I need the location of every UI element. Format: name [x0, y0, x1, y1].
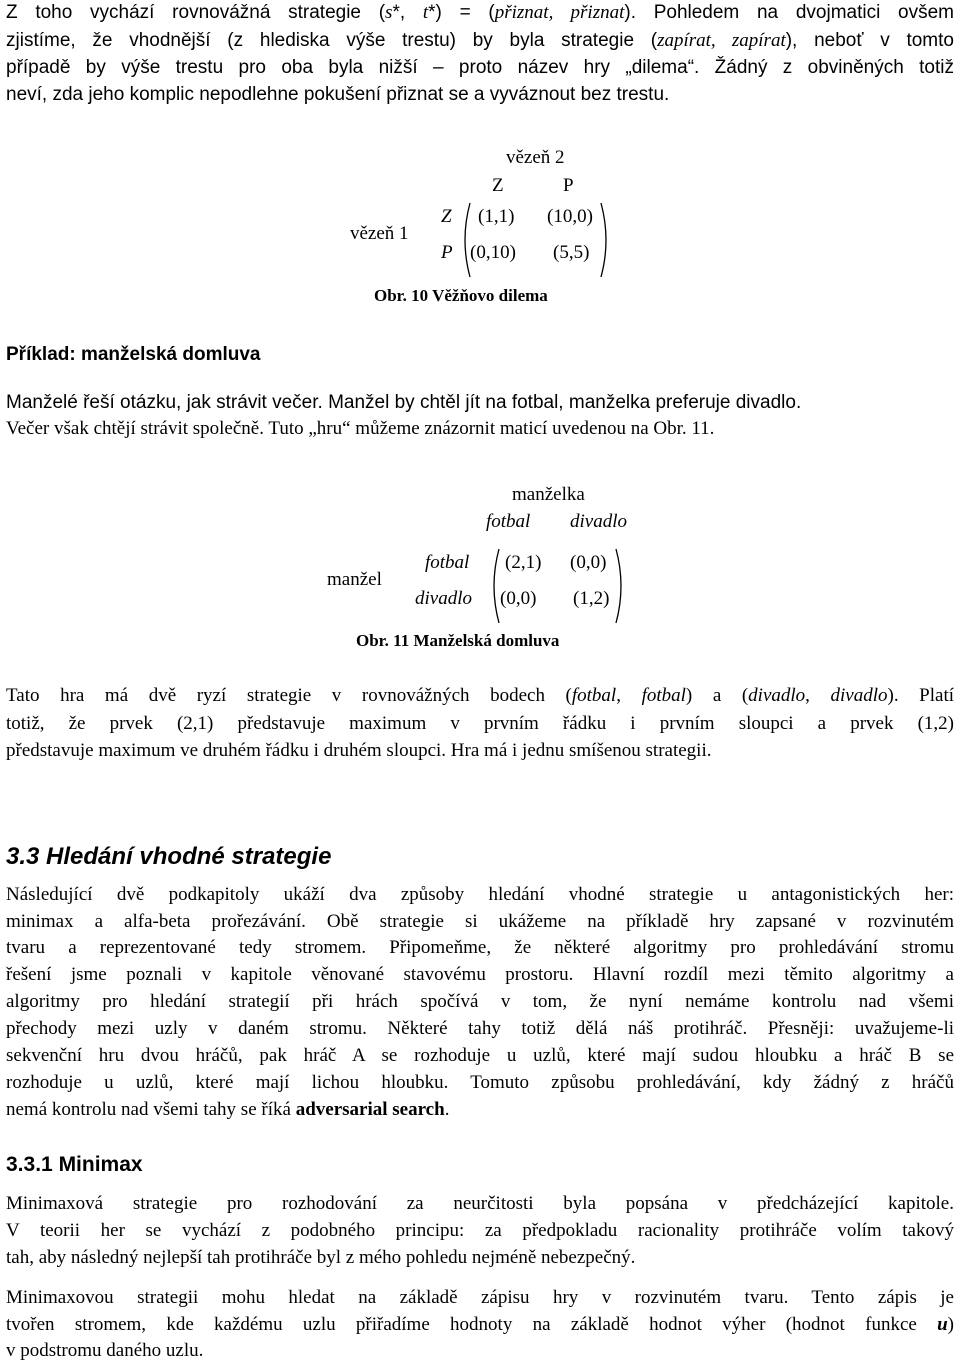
text-italic: divadlo [830, 685, 888, 706]
row-header-z: Z [441, 206, 452, 227]
text-bold: adversarial search [295, 1099, 445, 1120]
text: . [444, 1099, 450, 1120]
paragraph-6-line-2 [6, 1312, 954, 1338]
text: nemá kontrolu nad všemi tahy se říká [6, 1099, 296, 1120]
text: , [805, 685, 831, 706]
section-heading [6, 843, 331, 871]
row-player-label: manžel [327, 569, 382, 590]
text: Z toho vychází rovnovážná strategie ( [6, 2, 386, 23]
text-italic: fotbal [641, 685, 686, 706]
cell-1-2: (0,0) [570, 552, 607, 573]
paragraph-4-line-2: minimax a alfa-beta prořezávání. Obě strategie si ukážeme na příkladě hry zapsané v rozvinutém [6, 911, 954, 932]
paragraph-3-line-3: představuje maximum ve druhém řádku i druhém sloupci. Hra má i jednu smíšenou strategii. [6, 740, 712, 761]
paragraph-5-line-3: tah, aby následný nejlepší tah protihráče byl z mého pohledu nejméně nebezpečný. [6, 1247, 636, 1268]
col-header-fotbal: fotbal [486, 511, 531, 532]
col-player-label: vězeň 2 [506, 147, 565, 168]
text-italic: u [937, 1314, 948, 1335]
example-heading: Příklad: manželská domluva [6, 344, 261, 365]
text-italic: zapírat, zapírat [657, 30, 786, 51]
cell-2-2: (1,2) [573, 588, 610, 609]
subsection-title: Minimax [58, 1153, 143, 1176]
figure-caption: Obr. 11 Manželská domluva [356, 631, 560, 650]
text: Tato hra má dvě ryzí strategie v rovnovážných bodech ( [6, 685, 572, 706]
text: Manželé řeší otázku, jak strávit večer. Manžel by chtěl jít na fotbal, manželka preferuje divadlo. [6, 392, 802, 413]
text: zjistíme, že vhodnější (z hlediska výše trestu) by byla strategie ( [6, 30, 658, 51]
paragraph-5-line-1: Minimaxová strategie pro rozhodování za neurčitosti byla popsána v předcházející kapitole. [6, 1193, 954, 1214]
text-italic: s [385, 2, 393, 23]
right-bracket [614, 547, 628, 625]
paragraph-4-line-6: přechody mezi uzly v daném stromu. Některé tahy totiž dělá náš protihráč. Přesněji: uvažujeme-li [6, 1018, 954, 1039]
col-header-divadlo: divadlo [570, 511, 627, 532]
text: *, [392, 2, 423, 23]
paragraph-4-line-1: Následující dvě podkapitoly ukáží dva způsoby hledání vhodné strategie u antagonistických her: [6, 884, 954, 905]
section-title: Hledání vhodné strategie [46, 843, 332, 870]
right-bracket [599, 201, 613, 279]
paragraph-1-line-4: neví, zda jeho komplic nepodlehne pokušení přiznat se a vyváznout bez trestu. [6, 84, 670, 105]
subsection-heading [6, 1153, 143, 1177]
text: ) a ( [685, 685, 749, 706]
text-italic: divadlo [748, 685, 806, 706]
paragraph-1-line-2 [6, 28, 954, 54]
row-header-divadlo: divadlo [415, 588, 472, 609]
text-italic: t [422, 2, 429, 23]
col-header-p: P [563, 175, 574, 196]
left-bracket [458, 201, 472, 279]
col-header-z: Z [492, 175, 504, 196]
text: ). Pohledem na dvojmatici ovšem [624, 2, 954, 23]
row-player-label: vězeň 1 [350, 223, 409, 244]
section-number: 3.3 [6, 843, 40, 870]
paragraph-2-line-1 [6, 390, 801, 416]
row-header-fotbal: fotbal [425, 552, 470, 573]
text: tvořen stromem, kde každému uzlu přiřadíme hodnoty na základě hodnot výher (hodnot funkce [6, 1314, 938, 1335]
text: ) [947, 1314, 954, 1335]
figure-caption: Obr. 10 Věžňovo dilema [374, 286, 548, 305]
paragraph-4-line-3: tvaru a reprezentované tedy stromem. Připomeňme, že některé algoritmy pro prohledávání stromu [6, 937, 954, 958]
cell-1-1: (1,1) [478, 206, 515, 227]
cell-1-2: (10,0) [547, 206, 593, 227]
text: ), neboť v tomto [785, 30, 954, 51]
col-player-label: manželka [512, 484, 585, 505]
cell-2-2: (5,5) [553, 242, 590, 263]
paragraph-5-line-2: V teorii her se vychází z podobného principu: za předpokladu racionality protihráče volím takový [6, 1220, 954, 1241]
text: *) = ( [428, 2, 495, 23]
cell-1-1: (2,1) [505, 552, 542, 573]
paragraph-2-line-2: Večer však chtějí strávit společně. Tuto „hru“ můžeme znázornit maticí uvedenou na Obr. 11. [6, 418, 715, 439]
paragraph-4-line-8: rozhoduje u uzlů, které mají lichou hloubku. Tomuto způsobu prohledávání, kdy žádný z hráčů [6, 1072, 954, 1093]
cell-2-1: (0,0) [500, 588, 537, 609]
paragraph-3-line-2: totiž, že prvek (2,1) představuje maximum v prvním řádku i prvním sloupci a prvek (1,2) [6, 713, 954, 734]
text: ). Platí [887, 685, 955, 706]
paragraph-6-line-1: Minimaxovou strategii mohu hledat na základě zápisu hry v rozvinutém tvaru. Tento zápis je [6, 1287, 954, 1308]
paragraph-1-line-3: případě by výše trestu pro oba byla nižší – proto název hry „dilema“. Žádný z obviněných totiž [6, 57, 954, 78]
paragraph-4-line-9 [6, 1097, 449, 1123]
paragraph-3-line-1 [6, 683, 954, 709]
paragraph-4-line-4: řešení jsme poznali v kapitole věnované stavovému prostoru. Hlavní rozdíl mezi těmito algoritmy a [6, 964, 954, 985]
cell-2-1: (0,10) [470, 242, 516, 263]
left-bracket [487, 547, 501, 625]
paragraph-4-line-5: algoritmy pro hledání strategií při hrách spočívá v tom, že nyní nemáme kontrolu nad všemi [6, 991, 954, 1012]
text-italic: přiznat, přiznat [494, 2, 625, 23]
subsection-number: 3.3.1 [6, 1153, 53, 1176]
paragraph-6-line-3: v podstromu daného uzlu. [6, 1340, 204, 1361]
paragraph-1-line-1 [6, 0, 954, 26]
text: , [616, 685, 642, 706]
row-header-p: P [441, 242, 453, 263]
text-italic: fotbal [571, 685, 617, 706]
paragraph-4-line-7: sekvenční hru dvou hráčů, pak hráč A se rozhoduje u uzlů, které mají sudou hloubku a hráč B se [6, 1045, 954, 1066]
